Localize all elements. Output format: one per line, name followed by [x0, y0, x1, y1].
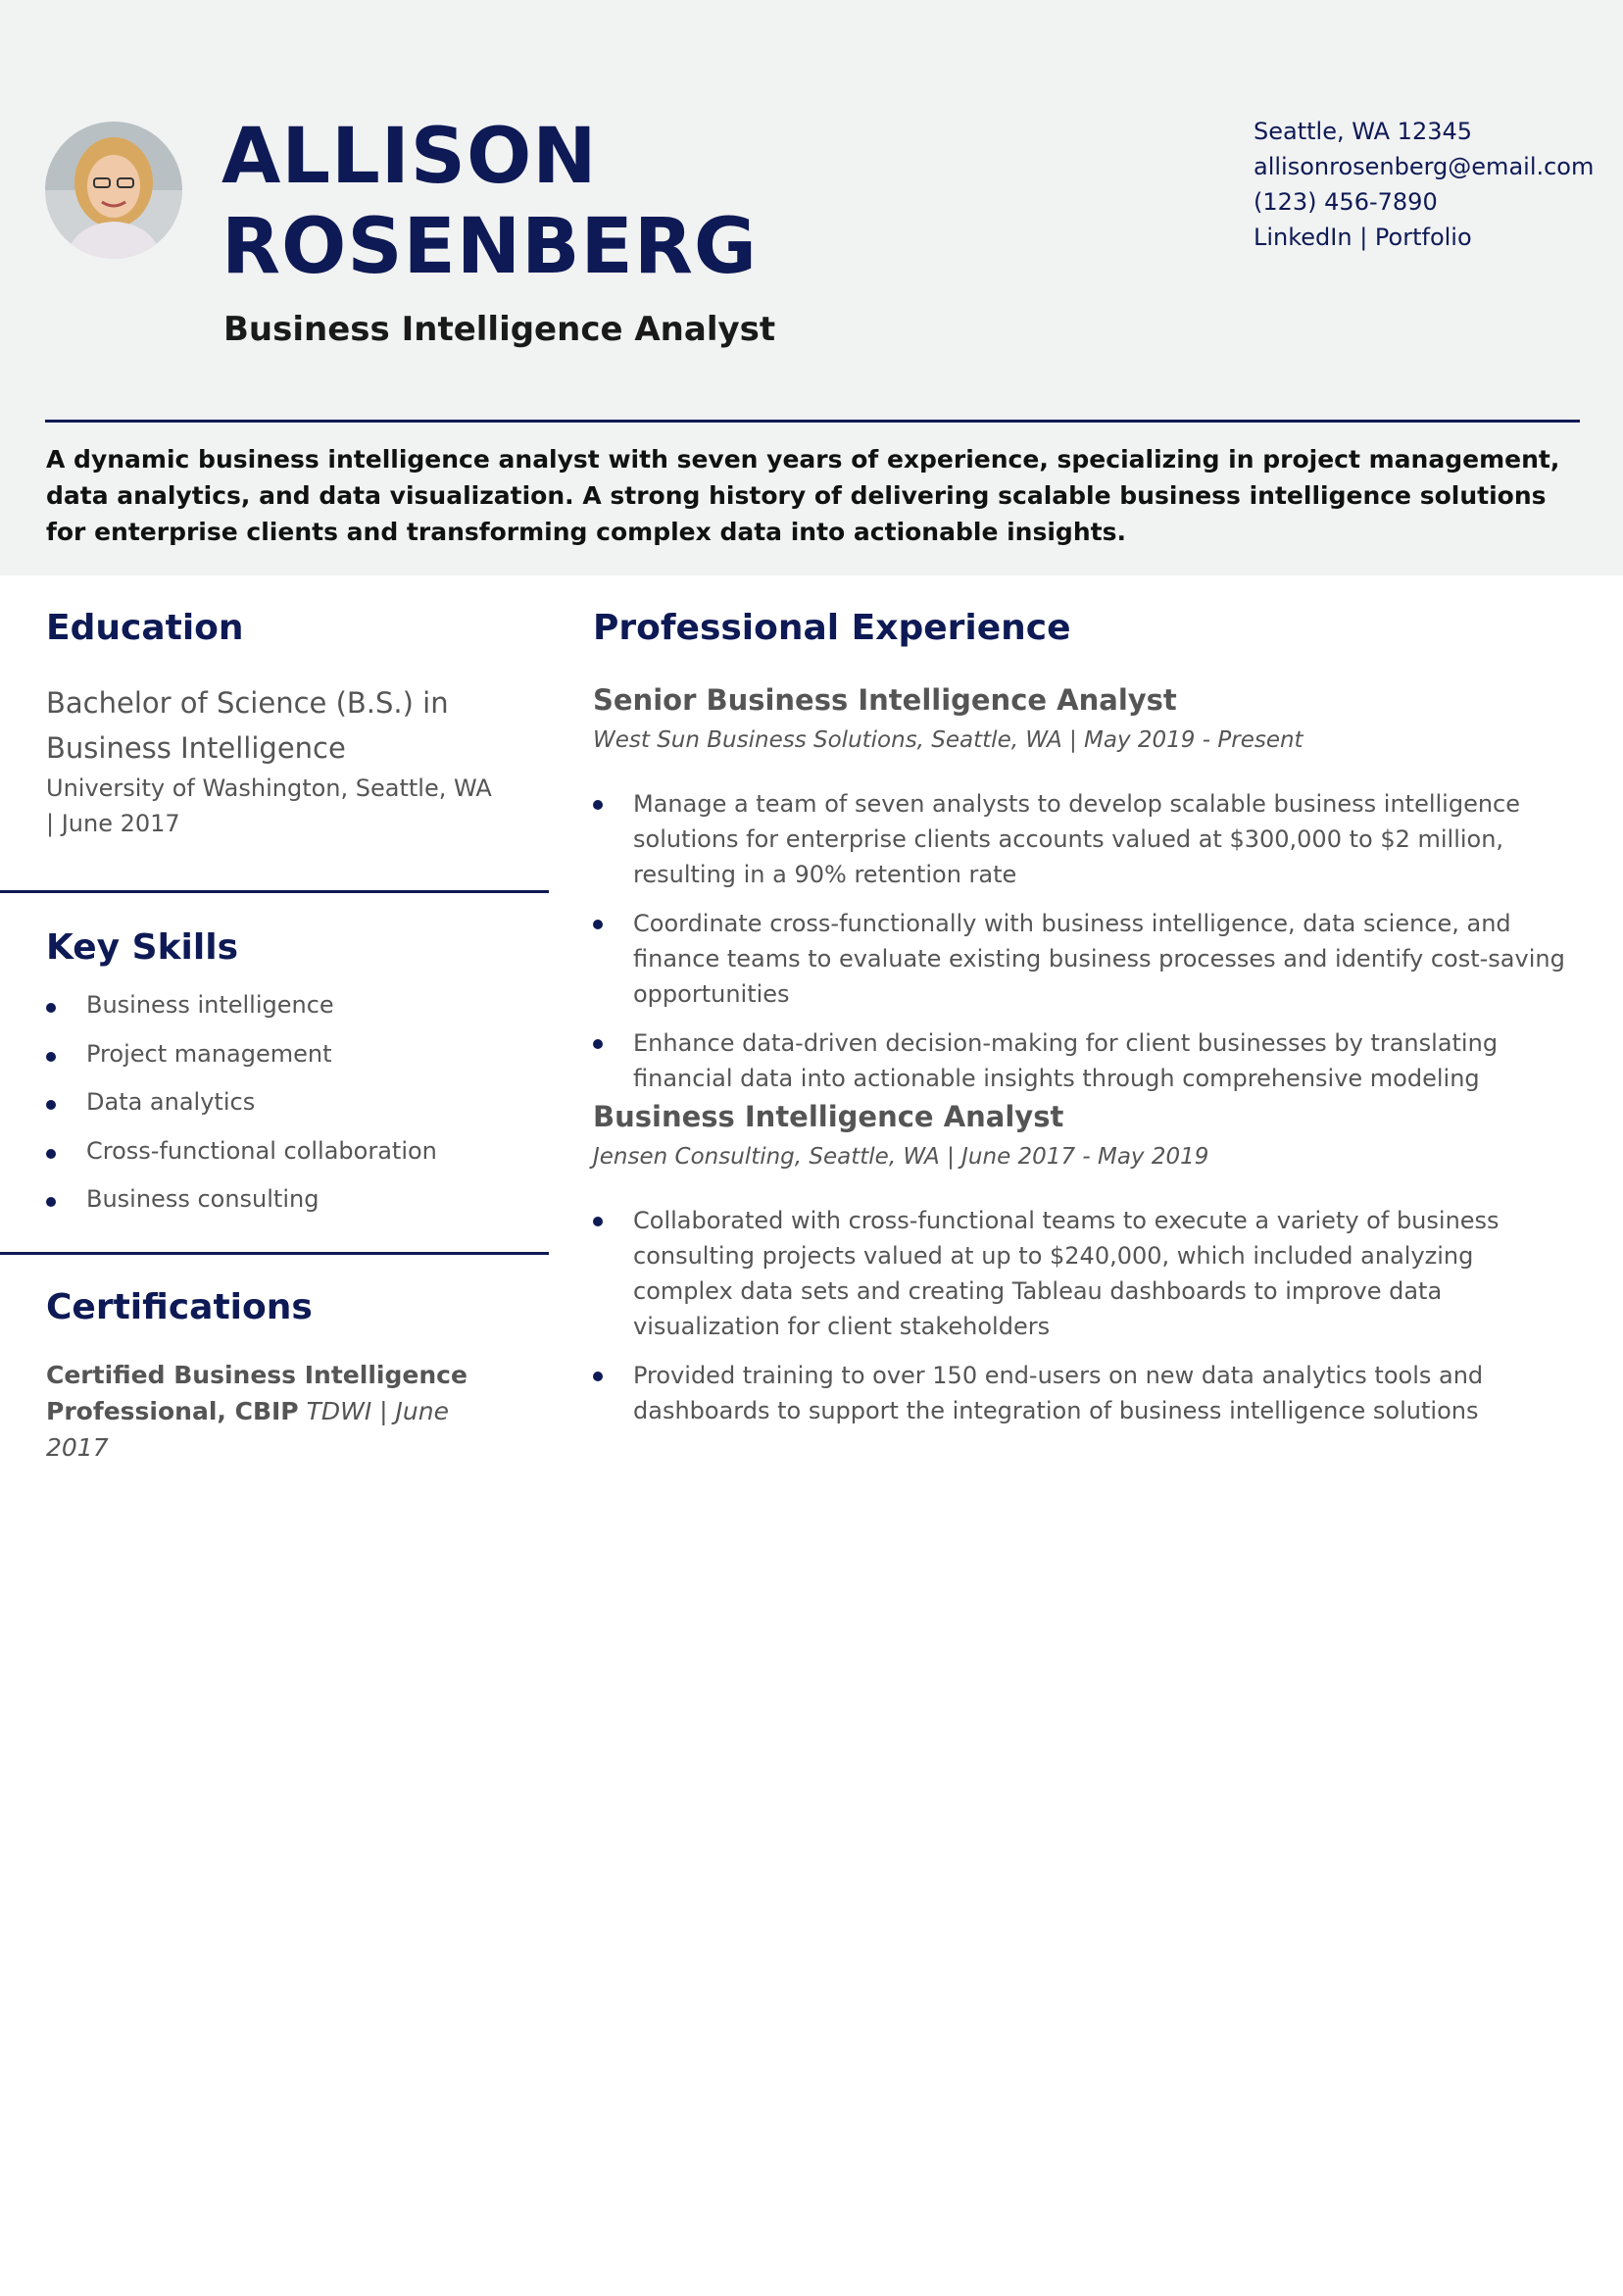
education-heading: Education [46, 608, 244, 648]
bullet-icon [46, 1100, 56, 1110]
list-item [593, 1203, 1573, 1344]
skill-label: Project management [86, 1039, 332, 1068]
section-divider [0, 890, 549, 893]
list-item [46, 1131, 437, 1180]
job-2-bullets [593, 1203, 1573, 1442]
bullet-text: Manage a team of seven analysts to develop scalable business intelligence solutions for enterprise clients accounts valued at $300,000 to $2 million, resulting in a 90% retention rate [633, 790, 1521, 888]
job-1-bullets [593, 786, 1573, 1110]
certification-issuer: TDWI | June 2017 [46, 1397, 449, 1462]
bullet-text: Collaborated with cross-functional teams to execute a variety of business consulting projects valued at up to $240,000, which included analyzing complex data sets and creating Tableau dashboards to improve data visualization for client stakeholders [633, 1207, 1500, 1340]
list-item [46, 1082, 437, 1131]
list-item [46, 1034, 437, 1083]
candidate-name [221, 112, 758, 292]
list-item [593, 906, 1573, 1012]
contact-links[interactable]: LinkedIn | Portfolio [1254, 224, 1472, 251]
bullet-icon [593, 1372, 603, 1381]
job-1-title: Senior Business Intelligence Analyst [593, 683, 1177, 717]
skill-label: Business consulting [86, 1185, 320, 1213]
skills-heading: Key Skills [46, 927, 238, 968]
bullet-icon [593, 800, 603, 810]
list-item [593, 1025, 1573, 1096]
education-school: University of Washington, Seattle, WA | June 2017 [46, 774, 492, 837]
contact-email[interactable]: allisonrosenberg@email.com [1254, 153, 1595, 180]
certification-name: Certified Business Intelligence Professional, CBIP [46, 1361, 467, 1425]
skill-label: Business intelligence [86, 991, 334, 1019]
skill-label: Data analytics [86, 1088, 256, 1116]
bullet-text: Coordinate cross-functionally with business intelligence, data science, and finance teams to evaluate existing business processes and identify cost-saving opportunities [633, 910, 1565, 1008]
professional-summary: A dynamic business intelligence analyst with seven years of experience, specializing in project management, data analytics, and data visualization. A strong history of delivering scalable business intelligence solutions for enterprise clients and transforming complex data into actionable insights. [46, 445, 1560, 546]
profile-photo [45, 122, 182, 259]
list-item [46, 1179, 437, 1228]
bullet-text: Enhance data-driven decision-making for client businesses by translating financial data into actionable insights through comprehensive modeling [633, 1029, 1499, 1092]
certifications-heading: Certifications [46, 1287, 313, 1327]
header-band [0, 0, 1623, 575]
job-title: Business Intelligence Analyst [223, 310, 776, 349]
bullet-icon [593, 920, 603, 929]
bullet-icon [593, 1039, 603, 1049]
bullet-icon [46, 1197, 56, 1207]
list-item [593, 786, 1573, 892]
contact-phone[interactable]: (123) 456-7890 [1254, 188, 1438, 216]
avatar-icon [45, 122, 182, 259]
contact-location: Seattle, WA 12345 [1254, 118, 1473, 145]
skills-list [46, 985, 437, 1228]
bullet-icon [46, 1052, 56, 1062]
bullet-text: Provided training to over 150 end-users on new data analytics tools and dashboards to support the integration of business intelligence solutions [633, 1362, 1484, 1424]
bullet-icon [46, 1003, 56, 1013]
skill-label: Cross-functional collaboration [86, 1136, 437, 1165]
bullet-icon [593, 1217, 603, 1226]
last-name: ROSENBERG [221, 203, 758, 291]
experience-heading: Professional Experience [593, 608, 1071, 648]
header-divider [45, 420, 1580, 423]
list-item [46, 985, 437, 1034]
list-item [593, 1358, 1573, 1428]
education-degree: Bachelor of Science (B.S.) in Business Intelligence [46, 686, 449, 765]
first-name: ALLISON [221, 113, 598, 201]
bullet-icon [46, 1149, 56, 1159]
contact-info [1254, 114, 1594, 255]
job-2-meta: Jensen Consulting, Seattle, WA | June 2017 - May 2019 [593, 1144, 1209, 1170]
section-divider [0, 1252, 549, 1255]
job-2-title: Business Intelligence Analyst [593, 1100, 1064, 1133]
certification-entry [46, 1357, 507, 1466]
job-1-meta: West Sun Business Solutions, Seattle, WA | May 2019 - Present [593, 727, 1303, 753]
